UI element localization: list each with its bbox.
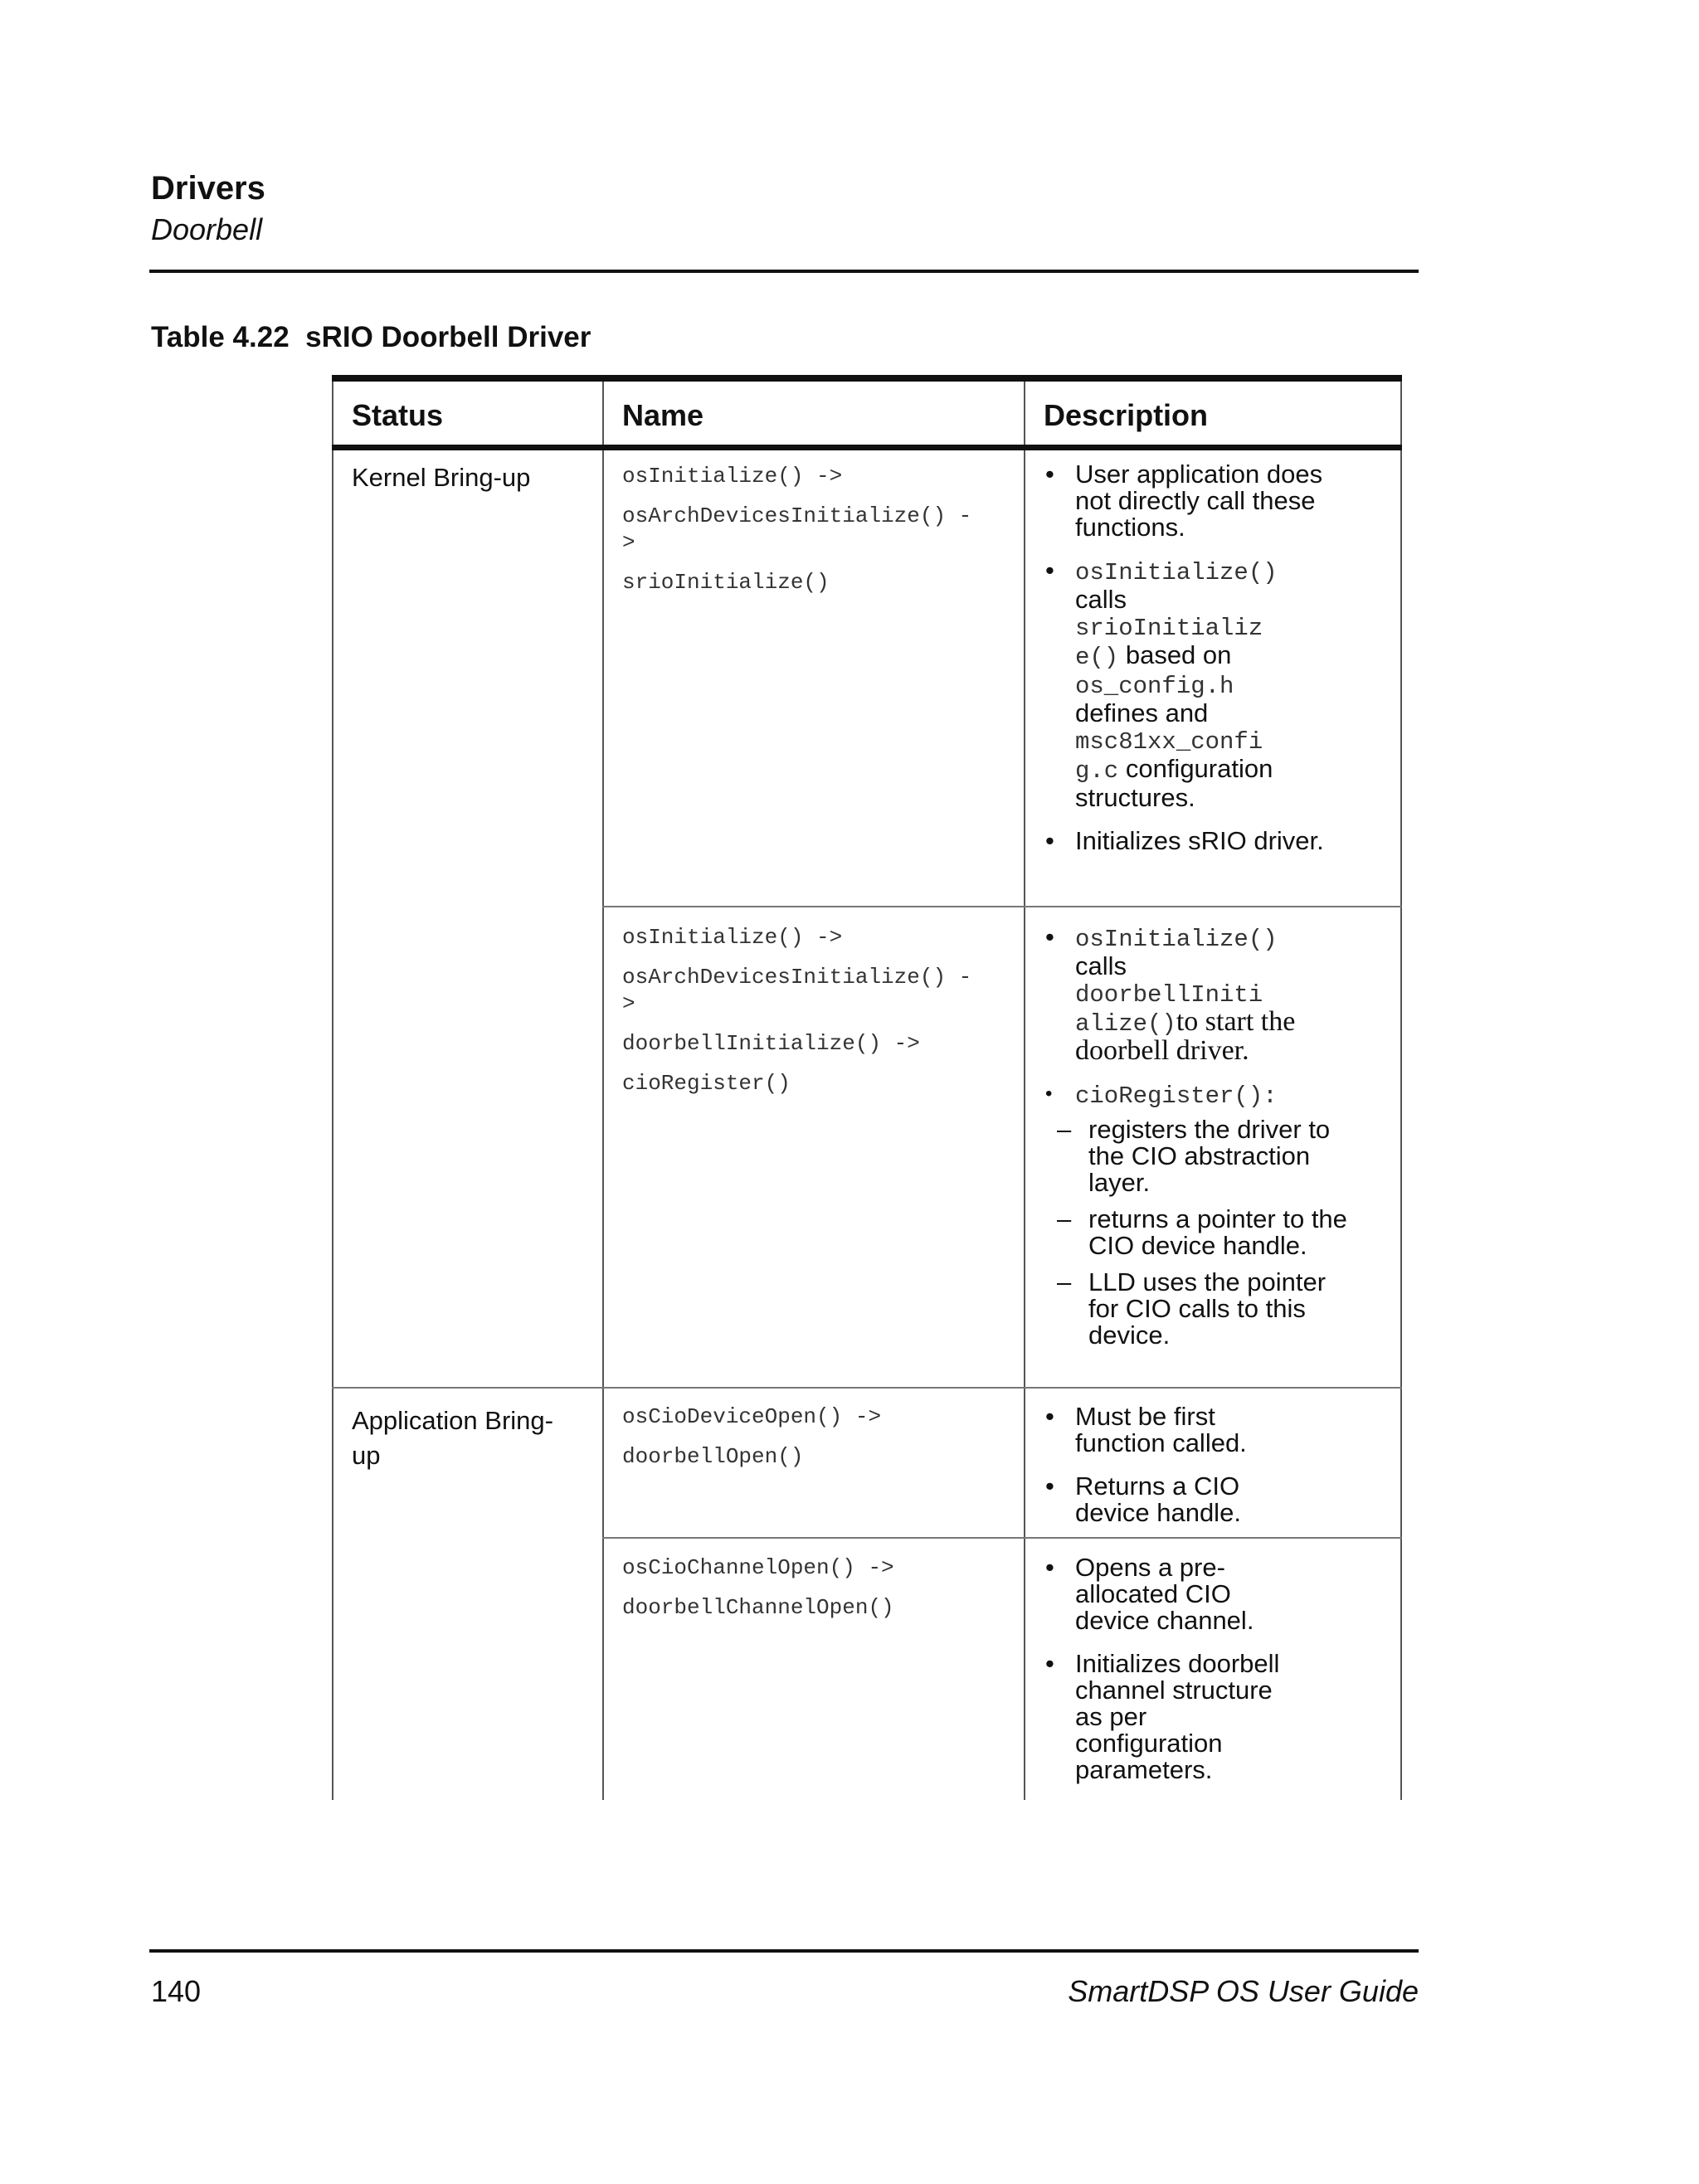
dash-icon: – <box>1057 1204 1072 1233</box>
doorbell-driver-table <box>332 375 1402 1800</box>
status-cell: Application Bring-up <box>352 1406 553 1470</box>
name-cell <box>622 924 971 1110</box>
function-call: doorbellInitialize() -> <box>622 1031 920 1056</box>
footer-divider <box>149 1949 1419 1953</box>
page-number: 140 <box>151 1974 202 2008</box>
bullet-icon: • <box>1045 1402 1054 1431</box>
function-call: doorbellChannelOpen() <box>622 1595 894 1620</box>
column-divider <box>1024 382 1025 1800</box>
bullet-text: based on <box>1118 640 1232 669</box>
description-bullet <box>1045 828 1356 854</box>
column-divider <box>602 382 604 1800</box>
function-call: osArchDevicesInitialize() - <box>622 965 972 990</box>
bullet-text: Returns a CIO device handle. <box>1075 1471 1241 1527</box>
table-border-right <box>1400 382 1402 1800</box>
bullet-text: calls <box>1075 585 1127 614</box>
bullet-icon: • <box>1045 1553 1054 1582</box>
bullet-text: calls <box>1075 951 1127 980</box>
description-cell <box>1045 461 1356 871</box>
function-call-continuation: > <box>622 530 635 555</box>
bullet-text: configuration structures. <box>1075 754 1273 812</box>
bullet-text: Initializes sRIO driver. <box>1075 826 1324 855</box>
bullet-icon: • <box>1045 826 1054 855</box>
row-divider <box>602 906 1402 907</box>
name-cell <box>622 1554 894 1634</box>
code-text: doorbellIniti <box>1075 981 1263 1009</box>
dash-icon: – <box>1057 1267 1072 1296</box>
description-cell <box>1045 924 1356 1359</box>
subitem-text: LLD uses the pointer for CIO calls to this device. <box>1088 1267 1327 1350</box>
bullet-icon: • <box>1045 460 1054 489</box>
bullet-icon: • <box>1045 922 1054 951</box>
description-subitem <box>1057 1269 1356 1349</box>
function-call-continuation: > <box>622 991 635 1016</box>
subitem-text: registers the driver to the CIO abstraction layer. <box>1088 1115 1331 1197</box>
bullet-icon: • <box>1045 556 1054 585</box>
bullet-text: User application does not directly call these functions. <box>1075 460 1323 542</box>
description-bullet <box>1045 1081 1356 1110</box>
header-divider <box>149 270 1419 273</box>
subitem-text: returns a pointer to the CIO device handle. <box>1088 1204 1347 1260</box>
bullet-text: Must be first function called. <box>1075 1402 1247 1457</box>
section-subtitle: Doorbell <box>151 212 263 246</box>
code-text: srioInitializ <box>1075 615 1263 642</box>
column-header-name: Name <box>622 398 704 432</box>
description-subitem <box>1057 1116 1356 1196</box>
code-text: osInitialize() <box>1075 926 1278 953</box>
function-call: doorbellOpen() <box>622 1444 804 1469</box>
code-text: e() <box>1075 644 1119 671</box>
description-bullet <box>1045 1554 1294 1634</box>
code-text: cioRegister(): <box>1075 1082 1278 1110</box>
function-call: osCioChannelOpen() -> <box>622 1555 894 1580</box>
bullet-text: Initializes doorbell channel structure as per configuration parameters. <box>1075 1649 1280 1784</box>
bullet-text: defines and <box>1075 698 1209 727</box>
code-text: alize() <box>1075 1010 1176 1038</box>
bullet-text: to start the doorbell driver. <box>1075 1006 1296 1066</box>
function-call: cioRegister() <box>622 1071 791 1096</box>
description-subitem <box>1057 1206 1356 1259</box>
section-title: Drivers <box>151 170 265 207</box>
header-rule <box>332 445 1402 450</box>
description-bullet <box>1045 1651 1294 1783</box>
description-bullet <box>1045 924 1356 1064</box>
table-caption: Table 4.22 sRIO Doorbell Driver <box>151 321 591 353</box>
status-cell: Kernel Bring-up <box>352 463 531 492</box>
code-text: os_config.h <box>1075 673 1234 700</box>
description-bullet <box>1045 1473 1294 1526</box>
bullet-icon: • <box>1045 1471 1054 1501</box>
description-bullet <box>1045 1403 1294 1457</box>
description-bullet <box>1045 461 1356 541</box>
row-divider <box>332 1387 1402 1389</box>
function-call: osArchDevicesInitialize() - <box>622 503 972 528</box>
name-cell <box>622 1403 881 1483</box>
function-call: osCioDeviceOpen() -> <box>622 1404 882 1429</box>
description-cell <box>1045 1554 1294 1800</box>
table-border-left <box>332 382 333 1800</box>
code-text: osInitialize() <box>1075 559 1278 586</box>
name-cell <box>622 463 971 609</box>
bullet-icon: • <box>1045 1082 1053 1105</box>
column-header-status: Status <box>352 398 444 432</box>
function-call: osInitialize() -> <box>622 925 843 950</box>
code-text: g.c <box>1075 757 1119 785</box>
dash-icon: – <box>1057 1115 1072 1144</box>
column-header-description: Description <box>1044 398 1209 432</box>
description-bullet <box>1045 557 1356 811</box>
bullet-icon: • <box>1045 1649 1054 1678</box>
code-text: msc81xx_confi <box>1075 728 1263 756</box>
bullet-text: Opens a pre-allocated CIO device channel. <box>1075 1553 1254 1635</box>
description-cell <box>1045 1403 1294 1543</box>
guide-title: SmartDSP OS User Guide <box>1068 1974 1419 2008</box>
function-call: srioInitialize() <box>622 570 830 595</box>
function-call: osInitialize() -> <box>622 464 843 489</box>
